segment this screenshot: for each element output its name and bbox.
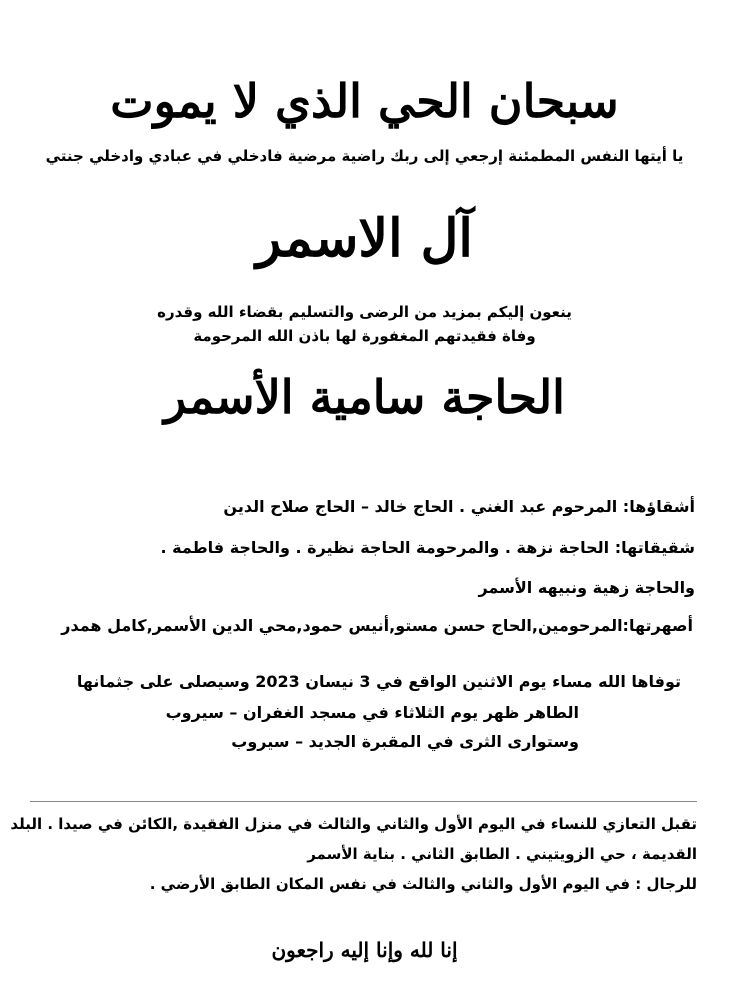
death-notice-line-3: وستوارى الثرى في المقبرة الجديد – سيروب — [231, 732, 579, 751]
announcement — [0, 300, 729, 348]
divider — [30, 801, 697, 802]
header-title: سبحان الحي الذي لا يموت — [110, 74, 619, 128]
closing-phrase: إنا لله وإنا إليه راجعون — [271, 938, 458, 962]
quran-verse: يا أيتها النفس المطمئنة إرجعي إلى ربك راضية مرضية فادخلي في عبادي وادخلي جنتي — [45, 147, 684, 165]
death-notice-line-1: توفاها الله مساء يوم الاثنين الواقع في 3 نيسان 2023 وسيصلى على جثمانها — [76, 672, 681, 691]
announcement-line-2: وفاة فقيدتهم المغفورة لها باذن الله المرحومة — [193, 327, 536, 345]
relatives-sisters-continued: والحاجة زهية ونبيهه الأسمر — [478, 578, 695, 597]
relatives-brothers: أشقاؤها: المرحوم عبد الغني . الحاج خالد – الحاج صلاح الدين — [223, 497, 695, 516]
relatives-in-laws: أصهرتها:المرحومين,الحاج حسن مستو,أنيس حمود,محي الدين الأسمر,كامل همدر — [61, 616, 693, 635]
condolences-line-2: القديمة ، حي الزويتيني . الطابق الثاني . بناية الأسمر — [307, 845, 697, 863]
deceased-name: الحاجة سامية الأسمر — [164, 370, 565, 424]
death-notice-line-2: الطاهر ظهر يوم الثلاثاء في مسجد الغفران – سيروب — [165, 703, 579, 722]
announcement-line-1: ينعون إليكم بمزيد من الرضى والتسليم بقضاء الله وقدره — [157, 303, 572, 321]
condolences-line-1: تقبل التعازي للنساء في اليوم الأول والثاني والثالث في منزل الفقيدة ,الكائن في صيدا . البلد — [10, 815, 697, 833]
condolences-line-3: للرجال : في اليوم الأول والثاني والثالث في نفس المكان الطابق الأرضي . — [149, 875, 697, 893]
family-name: آل الاسمر — [256, 208, 473, 269]
relatives-sisters: شقيقاتها: الحاجة نزهة . والمرحومة الحاجة نظيرة . والحاجة فاطمة . — [160, 538, 695, 557]
